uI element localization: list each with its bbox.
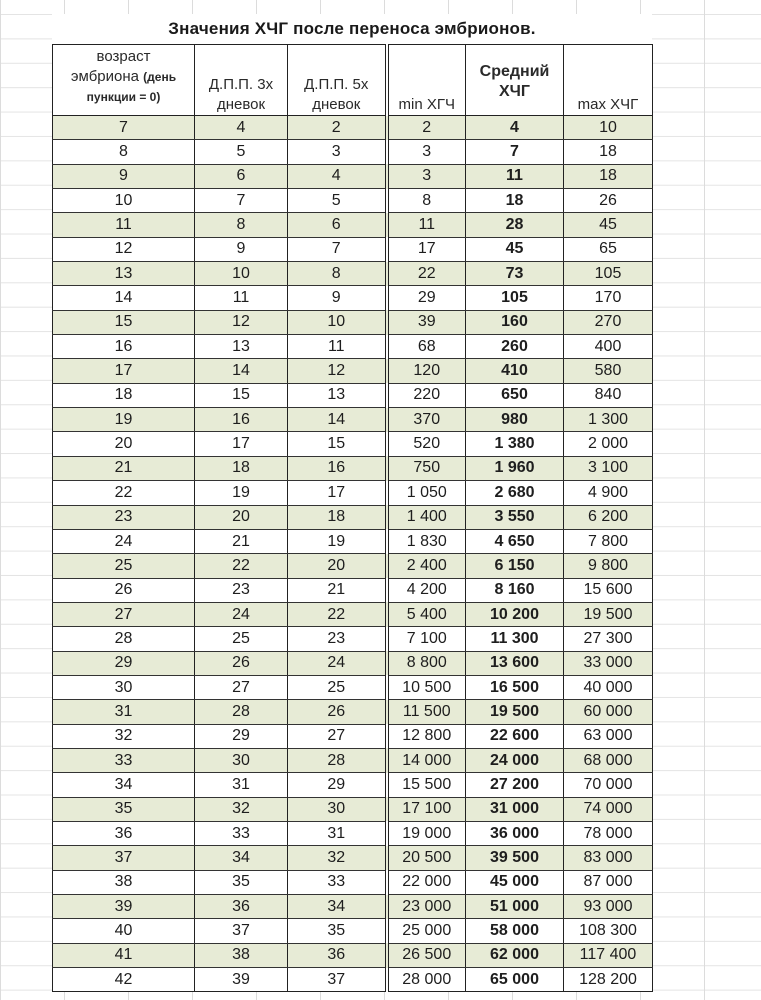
cell-dpp5: 23 (288, 627, 387, 651)
cell-min-hcg: 4 200 (387, 578, 466, 602)
cell-avg-hcg: 28 (466, 213, 564, 237)
cell-min-hcg: 120 (387, 359, 466, 383)
cell-embryo-age: 37 (53, 846, 195, 870)
table-row (53, 675, 653, 699)
table-row (53, 700, 653, 724)
cell-embryo-age: 19 (53, 408, 195, 432)
cell-dpp3: 25 (195, 627, 288, 651)
cell-embryo-age: 24 (53, 529, 195, 553)
cell-avg-hcg: 260 (466, 335, 564, 359)
cell-max-hcg: 3 100 (564, 456, 653, 480)
cell-max-hcg: 15 600 (564, 578, 653, 602)
cell-dpp3: 16 (195, 408, 288, 432)
cell-max-hcg: 65 (564, 237, 653, 261)
cell-embryo-age: 21 (53, 456, 195, 480)
cell-avg-hcg: 11 300 (466, 627, 564, 651)
table-row (53, 310, 653, 334)
cell-max-hcg: 2 000 (564, 432, 653, 456)
cell-embryo-age: 13 (53, 262, 195, 286)
cell-min-hcg: 10 500 (387, 675, 466, 699)
cell-dpp5: 37 (288, 968, 387, 992)
cell-min-hcg: 23 000 (387, 895, 466, 919)
table-row (53, 408, 653, 432)
cell-dpp5: 6 (288, 213, 387, 237)
table-row (53, 286, 653, 310)
cell-min-hcg: 3 (387, 140, 466, 164)
table-row (53, 651, 653, 675)
cell-dpp5: 32 (288, 846, 387, 870)
cell-avg-hcg: 16 500 (466, 675, 564, 699)
cell-embryo-age: 23 (53, 505, 195, 529)
cell-max-hcg: 83 000 (564, 846, 653, 870)
cell-max-hcg: 117 400 (564, 943, 653, 967)
cell-embryo-age: 16 (53, 335, 195, 359)
cell-avg-hcg: 11 (466, 164, 564, 188)
cell-avg-hcg: 45 (466, 237, 564, 261)
cell-min-hcg: 22 (387, 262, 466, 286)
cell-avg-hcg: 4 650 (466, 529, 564, 553)
cell-dpp5: 25 (288, 675, 387, 699)
cell-embryo-age: 22 (53, 481, 195, 505)
cell-dpp3: 31 (195, 773, 288, 797)
cell-avg-hcg: 1 960 (466, 456, 564, 480)
cell-min-hcg: 2 400 (387, 554, 466, 578)
cell-embryo-age: 8 (53, 140, 195, 164)
cell-embryo-age: 41 (53, 943, 195, 967)
cell-dpp5: 9 (288, 286, 387, 310)
cell-min-hcg: 19 000 (387, 821, 466, 845)
cell-dpp3: 15 (195, 383, 288, 407)
cell-dpp5: 29 (288, 773, 387, 797)
cell-min-hcg: 2 (387, 116, 466, 140)
cell-max-hcg: 108 300 (564, 919, 653, 943)
cell-min-hcg: 1 400 (387, 505, 466, 529)
cell-min-hcg: 39 (387, 310, 466, 334)
cell-dpp3: 14 (195, 359, 288, 383)
cell-dpp5: 3 (288, 140, 387, 164)
cell-max-hcg: 1 300 (564, 408, 653, 432)
table-row (53, 821, 653, 845)
table-row (53, 140, 653, 164)
table-row (53, 213, 653, 237)
table-row (53, 359, 653, 383)
cell-dpp5: 35 (288, 919, 387, 943)
cell-dpp5: 30 (288, 797, 387, 821)
cell-avg-hcg: 22 600 (466, 724, 564, 748)
cell-embryo-age: 18 (53, 383, 195, 407)
cell-min-hcg: 20 500 (387, 846, 466, 870)
cell-avg-hcg: 13 600 (466, 651, 564, 675)
cell-dpp3: 29 (195, 724, 288, 748)
cell-dpp3: 7 (195, 189, 288, 213)
cell-avg-hcg: 8 160 (466, 578, 564, 602)
cell-dpp3: 22 (195, 554, 288, 578)
header-age-line2-bold: (день (143, 70, 177, 84)
cell-max-hcg: 6 200 (564, 505, 653, 529)
cell-max-hcg: 105 (564, 262, 653, 286)
cell-avg-hcg: 45 000 (466, 870, 564, 894)
cell-dpp5: 12 (288, 359, 387, 383)
spreadsheet-sheet (52, 14, 652, 992)
cell-dpp3: 27 (195, 675, 288, 699)
header-avg-hcg (466, 45, 564, 116)
cell-dpp3: 32 (195, 797, 288, 821)
cell-embryo-age: 35 (53, 797, 195, 821)
cell-dpp5: 16 (288, 456, 387, 480)
cell-min-hcg: 17 100 (387, 797, 466, 821)
cell-embryo-age: 39 (53, 895, 195, 919)
cell-min-hcg: 15 500 (387, 773, 466, 797)
table-row (53, 870, 653, 894)
table-row (53, 481, 653, 505)
cell-dpp3: 33 (195, 821, 288, 845)
cell-avg-hcg: 65 000 (466, 968, 564, 992)
header-max-label: max ХЧГ (577, 96, 639, 113)
cell-embryo-age: 38 (53, 870, 195, 894)
cell-avg-hcg: 160 (466, 310, 564, 334)
cell-avg-hcg: 4 (466, 116, 564, 140)
header-avg-line1: Средний (479, 63, 550, 80)
hcg-table (52, 44, 653, 992)
header-max-hcg (564, 45, 653, 116)
cell-min-hcg: 8 (387, 189, 466, 213)
cell-dpp3: 38 (195, 943, 288, 967)
cell-min-hcg: 12 800 (387, 724, 466, 748)
cell-min-hcg: 1 830 (387, 529, 466, 553)
cell-dpp3: 36 (195, 895, 288, 919)
cell-embryo-age: 40 (53, 919, 195, 943)
cell-dpp5: 34 (288, 895, 387, 919)
cell-dpp5: 17 (288, 481, 387, 505)
cell-dpp5: 14 (288, 408, 387, 432)
cell-embryo-age: 25 (53, 554, 195, 578)
table-row (53, 919, 653, 943)
cell-max-hcg: 128 200 (564, 968, 653, 992)
cell-dpp5: 8 (288, 262, 387, 286)
cell-avg-hcg: 73 (466, 262, 564, 286)
cell-avg-hcg: 105 (466, 286, 564, 310)
cell-min-hcg: 11 500 (387, 700, 466, 724)
cell-dpp3: 20 (195, 505, 288, 529)
cell-dpp5: 24 (288, 651, 387, 675)
table-row (53, 602, 653, 626)
cell-dpp3: 9 (195, 237, 288, 261)
table-row (53, 237, 653, 261)
cell-min-hcg: 3 (387, 164, 466, 188)
cell-embryo-age: 15 (53, 310, 195, 334)
cell-dpp3: 39 (195, 968, 288, 992)
cell-max-hcg: 580 (564, 359, 653, 383)
cell-embryo-age: 12 (53, 237, 195, 261)
cell-dpp5: 13 (288, 383, 387, 407)
cell-dpp5: 2 (288, 116, 387, 140)
table-body (53, 116, 653, 992)
header-row (53, 45, 653, 116)
cell-dpp3: 10 (195, 262, 288, 286)
table-row (53, 968, 653, 992)
cell-embryo-age: 32 (53, 724, 195, 748)
header-embryo-age (53, 45, 195, 116)
cell-embryo-age: 28 (53, 627, 195, 651)
cell-avg-hcg: 51 000 (466, 895, 564, 919)
table-row (53, 578, 653, 602)
cell-dpp5: 26 (288, 700, 387, 724)
cell-min-hcg: 8 800 (387, 651, 466, 675)
table-title: Значения ХЧГ после переноса эмбрионов. (168, 19, 536, 38)
cell-dpp3: 13 (195, 335, 288, 359)
cell-embryo-age: 29 (53, 651, 195, 675)
cell-dpp3: 4 (195, 116, 288, 140)
table-row (53, 846, 653, 870)
cell-max-hcg: 19 500 (564, 602, 653, 626)
cell-embryo-age: 10 (53, 189, 195, 213)
cell-max-hcg: 7 800 (564, 529, 653, 553)
table-row (53, 724, 653, 748)
table-row (53, 432, 653, 456)
cell-dpp5: 33 (288, 870, 387, 894)
header-min-label: min ХГЧ (398, 96, 455, 113)
cell-avg-hcg: 58 000 (466, 919, 564, 943)
table-row (53, 943, 653, 967)
cell-min-hcg: 25 000 (387, 919, 466, 943)
cell-avg-hcg: 410 (466, 359, 564, 383)
table-row (53, 773, 653, 797)
header-min-hcg (387, 45, 466, 116)
cell-avg-hcg: 7 (466, 140, 564, 164)
cell-avg-hcg: 6 150 (466, 554, 564, 578)
header-dpp5-line1: Д.П.П. 5х (304, 76, 369, 93)
cell-embryo-age: 42 (53, 968, 195, 992)
cell-dpp3: 23 (195, 578, 288, 602)
cell-embryo-age: 17 (53, 359, 195, 383)
cell-max-hcg: 74 000 (564, 797, 653, 821)
cell-min-hcg: 17 (387, 237, 466, 261)
cell-dpp5: 21 (288, 578, 387, 602)
cell-dpp3: 24 (195, 602, 288, 626)
table-row (53, 554, 653, 578)
cell-max-hcg: 93 000 (564, 895, 653, 919)
cell-avg-hcg: 980 (466, 408, 564, 432)
cell-max-hcg: 18 (564, 140, 653, 164)
cell-avg-hcg: 62 000 (466, 943, 564, 967)
header-avg-line2: ХЧГ (499, 83, 530, 100)
cell-max-hcg: 10 (564, 116, 653, 140)
cell-dpp3: 28 (195, 700, 288, 724)
cell-min-hcg: 7 100 (387, 627, 466, 651)
cell-dpp5: 5 (288, 189, 387, 213)
cell-dpp5: 27 (288, 724, 387, 748)
cell-dpp5: 22 (288, 602, 387, 626)
cell-embryo-age: 33 (53, 748, 195, 772)
cell-max-hcg: 33 000 (564, 651, 653, 675)
cell-dpp5: 20 (288, 554, 387, 578)
cell-avg-hcg: 39 500 (466, 846, 564, 870)
table-row (53, 895, 653, 919)
cell-embryo-age: 34 (53, 773, 195, 797)
table-row (53, 627, 653, 651)
cell-max-hcg: 60 000 (564, 700, 653, 724)
cell-dpp3: 8 (195, 213, 288, 237)
table-row (53, 189, 653, 213)
cell-min-hcg: 1 050 (387, 481, 466, 505)
cell-embryo-age: 31 (53, 700, 195, 724)
cell-dpp3: 5 (195, 140, 288, 164)
cell-max-hcg: 63 000 (564, 724, 653, 748)
cell-max-hcg: 840 (564, 383, 653, 407)
cell-dpp3: 11 (195, 286, 288, 310)
table-row (53, 383, 653, 407)
cell-dpp5: 15 (288, 432, 387, 456)
cell-embryo-age: 9 (53, 164, 195, 188)
cell-embryo-age: 26 (53, 578, 195, 602)
table-row (53, 748, 653, 772)
cell-avg-hcg: 19 500 (466, 700, 564, 724)
cell-max-hcg: 4 900 (564, 481, 653, 505)
header-age-line3: пункции = 0) (86, 90, 161, 104)
cell-dpp3: 34 (195, 846, 288, 870)
cell-max-hcg: 400 (564, 335, 653, 359)
cell-avg-hcg: 36 000 (466, 821, 564, 845)
cell-dpp5: 11 (288, 335, 387, 359)
cell-max-hcg: 27 300 (564, 627, 653, 651)
cell-max-hcg: 87 000 (564, 870, 653, 894)
cell-dpp3: 35 (195, 870, 288, 894)
header-dpp3 (195, 45, 288, 116)
cell-min-hcg: 28 000 (387, 968, 466, 992)
cell-dpp5: 31 (288, 821, 387, 845)
cell-max-hcg: 78 000 (564, 821, 653, 845)
cell-embryo-age: 27 (53, 602, 195, 626)
cell-embryo-age: 7 (53, 116, 195, 140)
cell-min-hcg: 220 (387, 383, 466, 407)
cell-min-hcg: 14 000 (387, 748, 466, 772)
table-row (53, 116, 653, 140)
cell-dpp3: 19 (195, 481, 288, 505)
cell-avg-hcg: 3 550 (466, 505, 564, 529)
cell-dpp5: 28 (288, 748, 387, 772)
cell-dpp3: 12 (195, 310, 288, 334)
cell-min-hcg: 5 400 (387, 602, 466, 626)
cell-embryo-age: 11 (53, 213, 195, 237)
cell-dpp3: 26 (195, 651, 288, 675)
cell-min-hcg: 68 (387, 335, 466, 359)
table-row (53, 529, 653, 553)
cell-max-hcg: 18 (564, 164, 653, 188)
cell-dpp3: 18 (195, 456, 288, 480)
cell-avg-hcg: 24 000 (466, 748, 564, 772)
cell-max-hcg: 68 000 (564, 748, 653, 772)
header-dpp3-line2: дневок (216, 96, 266, 113)
cell-avg-hcg: 27 200 (466, 773, 564, 797)
cell-dpp5: 4 (288, 164, 387, 188)
cell-max-hcg: 70 000 (564, 773, 653, 797)
cell-min-hcg: 750 (387, 456, 466, 480)
cell-min-hcg: 11 (387, 213, 466, 237)
cell-max-hcg: 45 (564, 213, 653, 237)
cell-dpp3: 37 (195, 919, 288, 943)
cell-avg-hcg: 10 200 (466, 602, 564, 626)
cell-max-hcg: 40 000 (564, 675, 653, 699)
header-dpp3-line1: Д.П.П. 3х (208, 76, 274, 93)
header-age-line2: эмбриона (70, 68, 139, 85)
cell-dpp5: 18 (288, 505, 387, 529)
cell-avg-hcg: 2 680 (466, 481, 564, 505)
cell-dpp5: 7 (288, 237, 387, 261)
cell-avg-hcg: 650 (466, 383, 564, 407)
cell-min-hcg: 22 000 (387, 870, 466, 894)
table-row (53, 505, 653, 529)
cell-max-hcg: 26 (564, 189, 653, 213)
cell-avg-hcg: 1 380 (466, 432, 564, 456)
cell-embryo-age: 30 (53, 675, 195, 699)
cell-min-hcg: 520 (387, 432, 466, 456)
cell-avg-hcg: 18 (466, 189, 564, 213)
table-row (53, 335, 653, 359)
cell-max-hcg: 270 (564, 310, 653, 334)
cell-min-hcg: 370 (387, 408, 466, 432)
cell-dpp5: 19 (288, 529, 387, 553)
table-row (53, 262, 653, 286)
cell-embryo-age: 20 (53, 432, 195, 456)
header-dpp5 (288, 45, 387, 116)
cell-max-hcg: 9 800 (564, 554, 653, 578)
cell-dpp5: 10 (288, 310, 387, 334)
header-age-line1: возраст (96, 48, 151, 65)
cell-dpp3: 6 (195, 164, 288, 188)
table-row (53, 797, 653, 821)
table-row (53, 456, 653, 480)
cell-dpp3: 21 (195, 529, 288, 553)
cell-min-hcg: 26 500 (387, 943, 466, 967)
cell-dpp3: 30 (195, 748, 288, 772)
cell-embryo-age: 36 (53, 821, 195, 845)
table-row (53, 164, 653, 188)
cell-dpp5: 36 (288, 943, 387, 967)
cell-embryo-age: 14 (53, 286, 195, 310)
header-dpp5-line2: дневок (312, 96, 361, 113)
cell-max-hcg: 170 (564, 286, 653, 310)
cell-min-hcg: 29 (387, 286, 466, 310)
cell-avg-hcg: 31 000 (466, 797, 564, 821)
cell-dpp3: 17 (195, 432, 288, 456)
